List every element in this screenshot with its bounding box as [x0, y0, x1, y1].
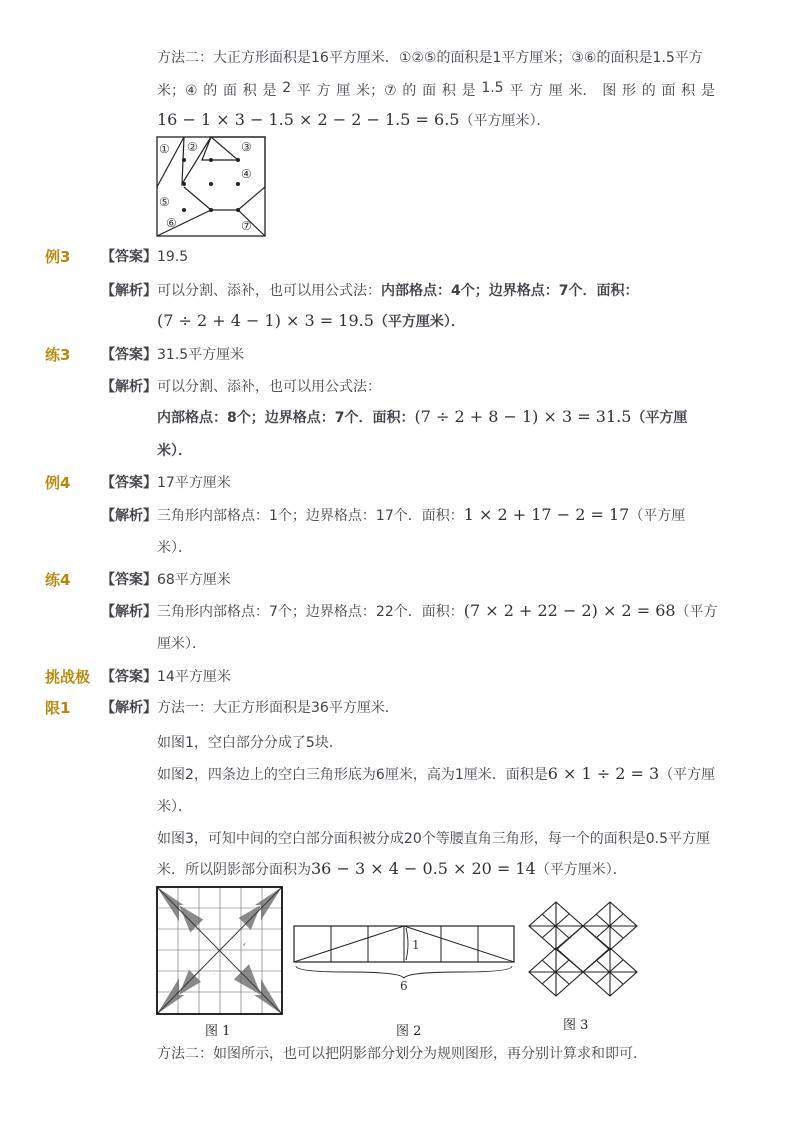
challenge-method2: 方法二：如图所示，也可以把阴影部分划分为规则图形，再分别计算求和即可． [157, 1046, 647, 1062]
challenge-label-1: 挑战极 [45, 668, 91, 686]
method2-formula-line: 16 − 1 × 3 − 1.5 × 2 − 2 − 1.5 = 6.5（平方厘米）． [157, 110, 551, 129]
method2-line2: 米；④ 的 面 积 是 2 平 方 厘 米；⑦ 的 面 积 是 1.5 平 方 厘 米． 图 形 的 面 积 是 [157, 80, 715, 99]
lian4-answer: 【答案】68平方厘米 [101, 572, 231, 588]
challenge-fig1-text: 如图1，空白部分分成了5块． [157, 735, 343, 751]
lian3-label: 练3 [45, 346, 71, 364]
caption-figure-2: 图 2 [396, 1024, 422, 1039]
challenge-answer: 【答案】14平方厘米 [101, 669, 231, 685]
caption-figure-1: 图 1 [205, 1024, 231, 1039]
lian3-unit-cont: 米）． [157, 443, 192, 459]
li3-analysis: 【解析】可以分割、添补，也可以用公式法：内部格点：4个；边界格点：7个．面积： [101, 283, 639, 299]
challenge-fig3-formula-line: 米．所以阴影部分面积为36 − 3 × 4 − 0.5 × 20 = 14（平方厘米）． [157, 859, 627, 878]
challenge-fig2-unit-cont: 米）． [157, 799, 192, 815]
figure-3 [525, 900, 643, 998]
svg-text:②: ② [187, 140, 198, 154]
method2-line1: 方法二：大正方形面积是16平方厘米．①②⑤的面积是1平方厘米；③⑥的面积是1.5平方 [157, 50, 703, 66]
caption-figure-3: 图 3 [563, 1018, 589, 1033]
svg-text:⑦: ⑦ [241, 219, 252, 233]
svg-text:1: 1 [412, 938, 420, 952]
li4-answer: 【答案】17平方厘米 [101, 475, 231, 491]
lattice-figure [152, 132, 272, 240]
lian3-answer: 【答案】31.5平方厘米 [101, 347, 245, 363]
li3-answer: 【答案】19.5 [101, 249, 189, 265]
svg-text:③: ③ [241, 140, 252, 154]
challenge-label-2: 限1 [45, 699, 71, 717]
challenge-fig3-text: 如图3，可知中间的空白部分面积被分成20个等腰直角三角形，每一个的面积是0.5平方厘 [157, 831, 710, 847]
svg-text:①: ① [159, 142, 170, 156]
li4-unit-cont: 米）． [157, 540, 192, 556]
figure-1 [155, 885, 285, 1017]
lian3-formula-line: 内部格点：8个；边界格点：7个．面积：(7 ÷ 2 + 8 − 1) × 3 = 31.5（平方厘 [157, 407, 688, 426]
li3-formula-line: (7 ÷ 2 + 4 − 1) × 3 = 19.5（平方厘米）． [157, 311, 465, 330]
svg-text:⑤: ⑤ [159, 195, 170, 209]
figure-2 [292, 922, 518, 996]
svg-text:④: ④ [241, 167, 252, 181]
lian4-analysis: 【解析】三角形内部格点：7个；边界格点：22个．面积：(7 × 2 + 22 − 2) × 2 = 68（平方 [101, 601, 718, 620]
lian4-unit-cont: 厘米）． [157, 636, 206, 652]
li4-label: 例4 [45, 474, 71, 492]
svg-text:⑥: ⑥ [166, 216, 177, 230]
li4-analysis: 【解析】三角形内部格点：1个；边界格点：17个．面积：1 × 2 + 17 − 2 = 17（平方厘 [101, 505, 686, 524]
li3-label: 例3 [45, 248, 71, 266]
challenge-fig2-text: 如图2，四条边上的空白三角形底为6厘米，高为1厘米．面积是6 × 1 ÷ 2 = 3（平方厘 [157, 764, 716, 783]
lian4-label: 练4 [45, 571, 71, 589]
lian3-analysis: 【解析】可以分割、添补，也可以用公式法： [101, 379, 381, 395]
challenge-analysis: 【解析】方法一：大正方形面积是36平方厘米． [101, 700, 399, 716]
svg-text:6: 6 [400, 979, 408, 993]
